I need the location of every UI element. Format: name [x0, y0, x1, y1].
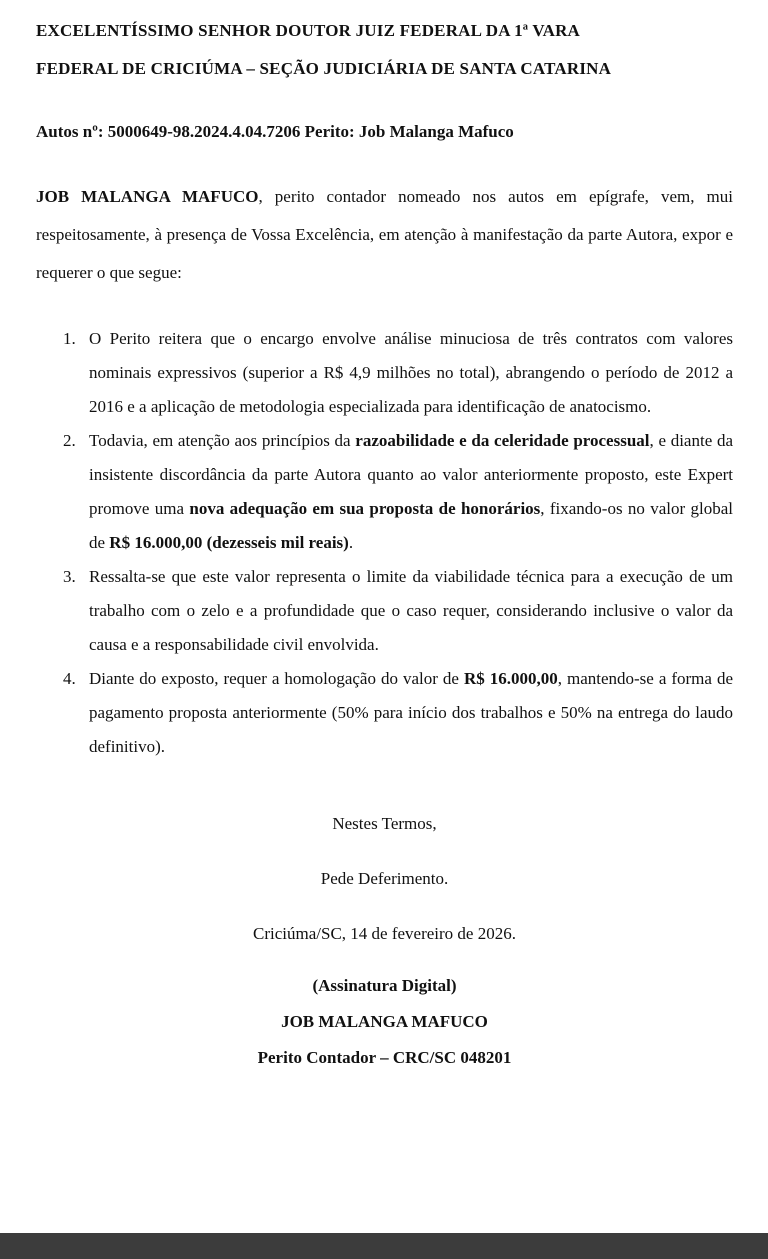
list-item-2: [63, 424, 733, 560]
list-item-1: [63, 322, 733, 424]
text-run-bold: R$ 16.000,00 (dezesseis mil reais): [109, 533, 349, 552]
signature-block: [36, 968, 733, 1076]
text-run: Diante do exposto, requer a homologação do valor de: [89, 669, 464, 688]
list-item-number: 4.: [63, 669, 76, 688]
text-run: .: [348, 533, 354, 552]
closing-line-date-place: Criciúma/SC, 14 de fevereiro de 2026.: [253, 924, 516, 943]
list-item-4: [63, 662, 733, 764]
text-run: O Perito reitera que o encargo envolve análise minuciosa de três contratos com valores nominais expressivos (superior a R$ 4,9 milhões no total), abrangendo o período de 2012 a 2016 e a aplicação de metodologia especializada para identificação de anatocismo.: [89, 329, 733, 416]
text-run: Ressalta-se que este valor representa o limite da viabilidade técnica para a execução de um trabalho com o zelo e a profundidade que o caso requer, considerando inclusive o valor da causa e a responsabilidade civil envolvida.: [89, 567, 733, 654]
closing-line-terms: Nestes Termos,: [332, 814, 437, 833]
list-item-3: [63, 560, 733, 662]
text-run: , e diante da insistente discordância da parte Autora quanto ao valor anteriormente proposto, este Expert promove uma: [89, 431, 733, 518]
document-title: [36, 12, 733, 88]
text-run-bold: JOB MALANGA MAFUCO: [36, 187, 259, 206]
list-item-text: [89, 322, 733, 424]
numbered-list: [63, 322, 733, 764]
text-run: Todavia, em atenção aos princípios da: [89, 431, 356, 450]
signature-name: JOB MALANGA MAFUCO: [281, 1012, 488, 1031]
text-run: , fixando-os no valor global de: [89, 499, 733, 552]
document-title-line1: EXCELENTÍSSIMO SENHOR DOUTOR JUIZ FEDERAL DA 1ª VARA: [36, 21, 581, 40]
closing-line-deferment: Pede Deferimento.: [320, 869, 449, 888]
list-item-text: [89, 560, 733, 662]
text-run-bold: nova adequação em sua proposta de honorários: [189, 499, 541, 518]
list-item-number: 3.: [63, 567, 76, 586]
signature-title-registration: Perito Contador – CRC/SC 048201: [257, 1048, 512, 1067]
text-run-bold: R$ 16.000,00: [463, 669, 558, 688]
list-item-text: [89, 662, 733, 764]
text-run: , mantendo-se a forma de pagamento proposta anteriormente (50% para início dos trabalhos e 50% na entrega do laudo definitivo).: [89, 669, 733, 756]
list-item-number: 2.: [63, 431, 76, 450]
intro-paragraph: [36, 178, 733, 292]
viewer-bottom-bar: [0, 1233, 768, 1259]
list-item-number: 1.: [63, 329, 76, 348]
signature-digital-note: (Assinatura Digital): [312, 976, 457, 995]
text-run: , perito contador nomeado nos autos em epígrafe, vem, mui respeitosamente, à presença de Vossa Excelência, em atenção à manifestação da parte Autora, expor e requerer o que segue:: [36, 187, 734, 282]
list-item-text: [89, 424, 733, 560]
text-run-bold: razoabilidade e da celeridade processual: [355, 431, 650, 450]
case-number-line: Autos nº: 5000649-98.2024.4.04.7206 Perito: Job Malanga Mafuco: [36, 122, 514, 141]
document-title-line2: FEDERAL DE CRICIÚMA – SEÇÃO JUDICIÁRIA DE SANTA CATARINA: [36, 59, 612, 78]
